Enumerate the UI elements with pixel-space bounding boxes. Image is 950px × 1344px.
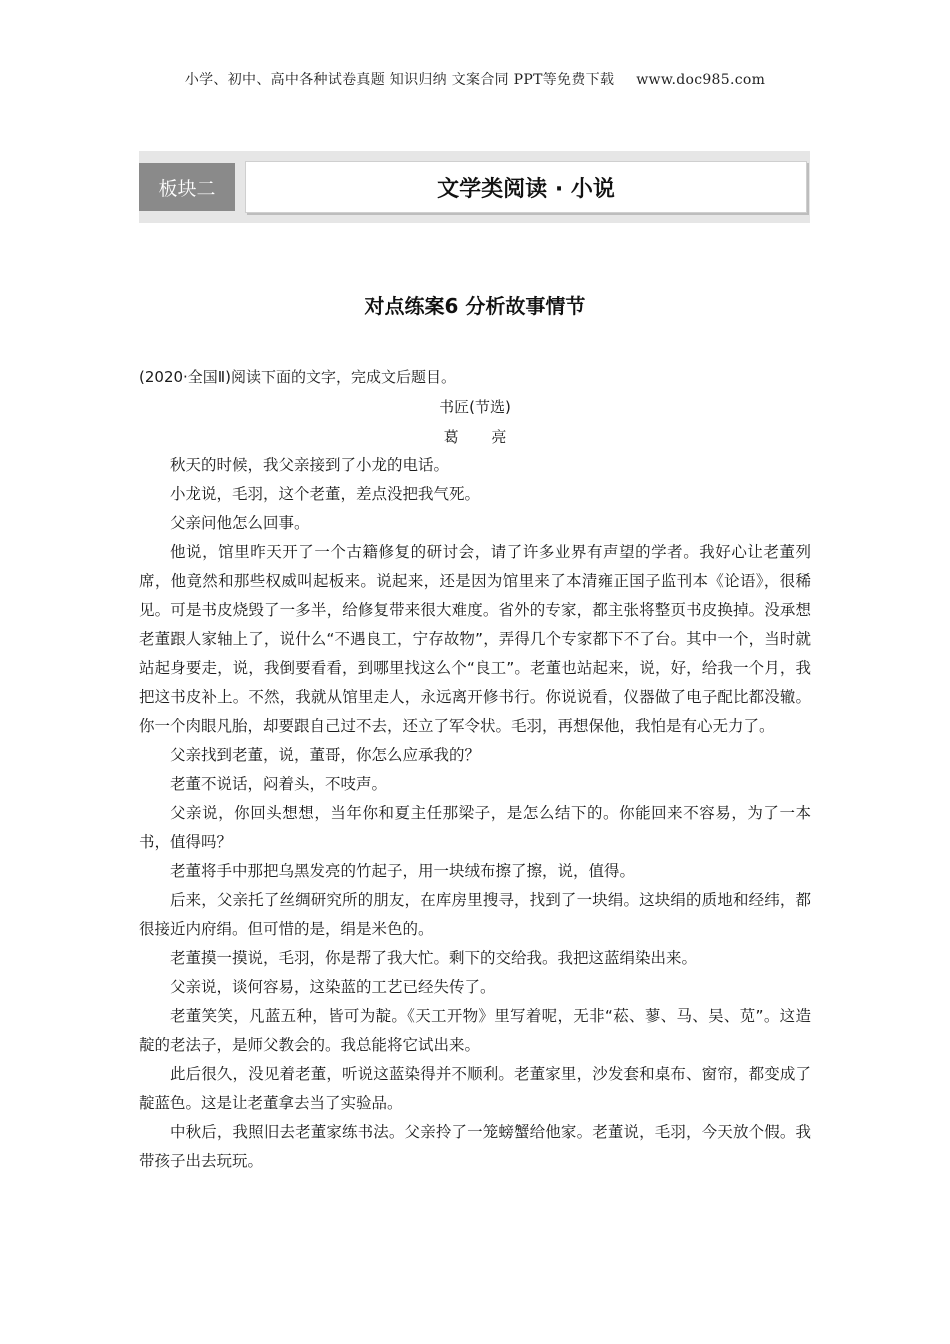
- paragraph: 父亲说，你回头想想，当年你和夏主任那梁子，是怎么结下的。你能回来不容易，为了一本书，值得吗？: [139, 804, 811, 851]
- practice-title: 对点练案6 分析故事情节: [364, 294, 586, 318]
- paragraph: 后来，父亲托了丝绸研究所的朋友，在库房里搜寻，找到了一块绢。这块绢的质地和经纬，都很接近内府绢。但可惜的是，绢是米色的。: [139, 891, 811, 938]
- paragraph: 老董笑笑，凡蓝五种，皆可为靛。《天工开物》里写着呢，无非“菘、蓼、马、吴、苋”。这造靛的老法子，是师父教会的。我总能将它试出来。: [139, 1007, 811, 1054]
- paragraph: 秋天的时候，我父亲接到了小龙的电话。: [170, 456, 450, 474]
- paragraph: 老董不说话，闷着头，不吱声。: [170, 775, 388, 793]
- paragraph: 老董摸一摸说，毛羽，你是帮了我大忙。剩下的交给我。我把这蓝绢染出来。: [170, 949, 698, 967]
- paragraph: 父亲找到老董，说，董哥，你怎么应承我的？: [170, 746, 481, 764]
- paragraph: 中秋后，我照旧去老董家练书法。父亲拎了一笼螃蟹给他家。老董说，毛羽，今天放个假。我带孩子出去玩玩。: [139, 1123, 811, 1170]
- paragraph: 小龙说，毛羽，这个老董，差点没把我气死。: [170, 485, 481, 503]
- paragraph: 老董将手中那把乌黑发亮的竹起子，用一块绒布擦了擦，说，值得。: [170, 862, 636, 880]
- paragraph: 父亲说，谈何容易，这染蓝的工艺已经失传了。: [170, 978, 496, 996]
- paragraph: 他说，馆里昨天开了一个古籍修复的研讨会，请了许多业界有声望的学者。我好心让老董列席，他竟然和那些权威叫起板来。说起来，还是因为馆里来了本清雍正国子监刊本《论语》，很稀见。可是书皮烧毁了一多半，给修复带来很大难度。省外的专家，都主张将整页书皮换掉。没承想老董跟人家轴上了，说什么“不遇良工，宁存故物”，弄得几个专家都下不了台。其中一个，当时就站起身要走，说，我倒要看看，到哪里找这么个“良工”。老董也站起来，说，好，给我一个月，我把这书皮补上。不然，我就从馆里走人，永远离开修书行。你说说看，仪器做了电子配比都没辙。你一个肉眼凡胎，却要跟自己过不去，还立了军令状。毛羽，再想保他，我怕是有心无力了。: [139, 543, 811, 735]
- site-header: [0, 69, 950, 89]
- article-body: [139, 451, 811, 1176]
- site-url[interactable]: www.doc985.com: [636, 72, 766, 88]
- site-header-text: 小学、初中、高中各种试卷真题 知识归纳 文案合同 PPT等免费下载: [184, 72, 615, 88]
- section-label: 板块二: [139, 163, 235, 211]
- section-title: 文学类阅读 · 小说: [245, 161, 807, 213]
- paragraph: 父亲问他怎么回事。: [170, 514, 310, 532]
- article-title: 书匠(节选): [439, 398, 511, 416]
- section-banner: [139, 151, 810, 223]
- paragraph: 此后很久，没见着老董，听说这蓝染得并不顺利。老董家里，沙发套和桌布、窗帘，都变成了靛蓝色。这是让老董拿去当了实验品。: [139, 1065, 811, 1112]
- article-author: 葛 亮: [443, 428, 521, 446]
- source-note: (2020·全国Ⅱ)阅读下面的文字，完成文后题目。: [139, 368, 457, 386]
